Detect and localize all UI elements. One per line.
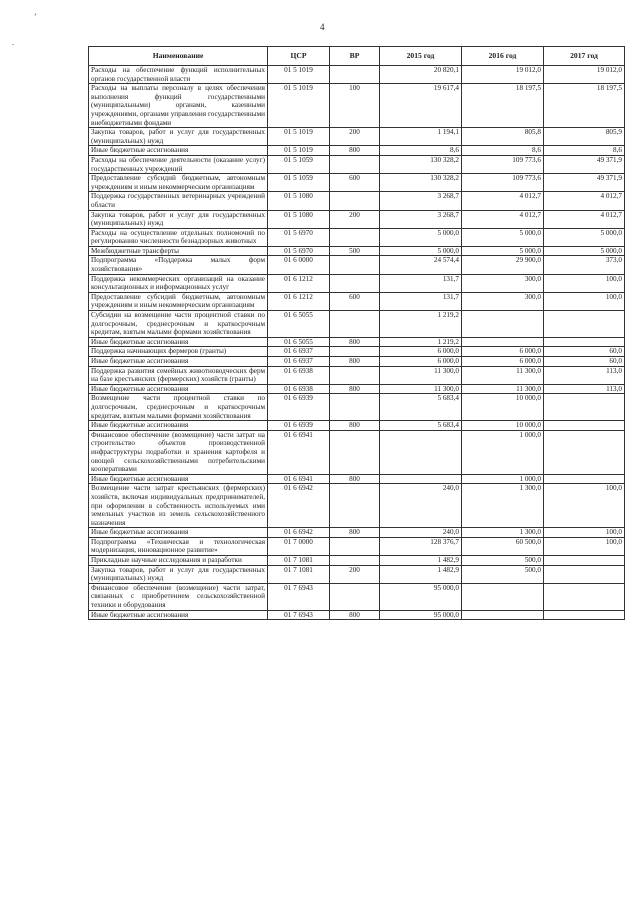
row-vr-code: 800	[330, 337, 380, 347]
row-name: Предоставление субсидий бюджетным, автономным учреждениям и иным некоммерческим организациям	[89, 174, 268, 192]
row-vr-code	[330, 192, 380, 210]
row-vr-code	[330, 347, 380, 357]
row-name: Иные бюджетные ассигнования	[89, 357, 268, 367]
table-row	[89, 357, 625, 367]
row-name: Иные бюджетные ассигнования	[89, 384, 268, 394]
row-name: Расходы на выплаты персоналу в целях обеспечения выполнения функций государственными (муниципальными) органами, казенными учреждениями, органами управления государственными внебюджетными фондами	[89, 84, 268, 128]
row-value-2017	[544, 610, 625, 620]
row-value-2016: 8,6	[462, 146, 544, 156]
row-name: Возмещение части затрат крестьянских (фермерских) хозяйств, включая индивидуальных предпринимателей, при оформлении в собственность используемых ими земельных участков из земель сельскохозяйственного назначения	[89, 484, 268, 528]
row-value-2017: 100,0	[544, 292, 625, 310]
row-csr-code: 01 5 1019	[268, 128, 330, 146]
row-csr-code: 01 5 6970	[268, 246, 330, 256]
row-value-2017	[544, 337, 625, 347]
row-csr-code: 01 6 6941	[268, 474, 330, 484]
row-vr-code	[330, 366, 380, 384]
row-value-2016: 805,8	[462, 128, 544, 146]
row-vr-code	[330, 66, 380, 84]
scan-mark-top: ʼ	[34, 12, 37, 21]
row-csr-code: 01 7 1081	[268, 556, 330, 566]
row-value-2016: 11 300,0	[462, 366, 544, 384]
row-csr-code: 01 6 6939	[268, 421, 330, 431]
row-csr-code: 01 6 6942	[268, 528, 330, 538]
row-csr-code: 01 5 1080	[268, 192, 330, 210]
row-value-2016: 11 300,0	[462, 384, 544, 394]
row-vr-code	[330, 311, 380, 338]
table-row	[89, 394, 625, 421]
row-vr-code	[330, 484, 380, 528]
row-value-2016	[462, 311, 544, 338]
row-vr-code	[330, 274, 380, 292]
row-value-2017: 5 000,0	[544, 228, 625, 246]
row-value-2017: 49 371,9	[544, 155, 625, 173]
row-name: Межбюджетные трансферты	[89, 246, 268, 256]
row-value-2015: 6 000,0	[380, 357, 462, 367]
row-value-2017: 18 197,5	[544, 84, 625, 128]
table-row	[89, 474, 625, 484]
row-vr-code: 500	[330, 246, 380, 256]
row-csr-code: 01 6 5055	[268, 311, 330, 338]
row-value-2015: 11 300,0	[380, 384, 462, 394]
row-value-2017	[544, 430, 625, 474]
row-value-2015: 8,6	[380, 146, 462, 156]
row-name: Расходы на обеспечение функций исполнительных органов государственной власти	[89, 66, 268, 84]
table-row	[89, 292, 625, 310]
row-value-2017: 100,0	[544, 484, 625, 528]
row-value-2015: 5 683,4	[380, 394, 462, 421]
row-value-2015: 1 482,9	[380, 565, 462, 583]
row-value-2016: 4 012,7	[462, 210, 544, 228]
row-value-2016: 10 000,0	[462, 394, 544, 421]
row-vr-code: 800	[330, 610, 380, 620]
row-value-2015: 19 617,4	[380, 84, 462, 128]
row-value-2015: 1 219,2	[380, 337, 462, 347]
row-name: Иные бюджетные ассигнования	[89, 146, 268, 156]
table-row	[89, 583, 625, 610]
row-value-2015: 128 376,7	[380, 537, 462, 555]
row-vr-code: 600	[330, 292, 380, 310]
row-value-2017: 8,6	[544, 146, 625, 156]
row-csr-code: 01 5 1019	[268, 146, 330, 156]
row-value-2016: 500,0	[462, 565, 544, 583]
row-value-2016: 5 000,0	[462, 228, 544, 246]
row-value-2017: 113,0	[544, 366, 625, 384]
page-number: 4	[320, 22, 325, 32]
table-row	[89, 556, 625, 566]
row-value-2016	[462, 610, 544, 620]
header-vr: ВР	[330, 47, 380, 66]
table-row	[89, 610, 625, 620]
row-name: Расходы на обеспечение деятельности (оказание услуг) государственных учреждений	[89, 155, 268, 173]
row-name: Иные бюджетные ассигнования	[89, 528, 268, 538]
row-name: Прикладные научные исследования и разработки	[89, 556, 268, 566]
row-csr-code: 01 5 1019	[268, 84, 330, 128]
row-name: Закупка товаров, работ и услуг для государственных (муниципальных) нужд	[89, 565, 268, 583]
row-name: Иные бюджетные ассигнования	[89, 474, 268, 484]
header-2016: 2016 год	[462, 47, 544, 66]
row-value-2017	[544, 421, 625, 431]
row-value-2015: 130 328,2	[380, 174, 462, 192]
row-csr-code: 01 6 6941	[268, 430, 330, 474]
row-csr-code: 01 6 6938	[268, 384, 330, 394]
row-name: Иные бюджетные ассигнования	[89, 610, 268, 620]
row-value-2015: 240,0	[380, 528, 462, 538]
row-value-2016: 5 000,0	[462, 246, 544, 256]
table-row	[89, 246, 625, 256]
row-value-2017: 4 012,7	[544, 210, 625, 228]
row-value-2015: 1 194,1	[380, 128, 462, 146]
row-name: Закупка товаров, работ и услуг для государственных (муниципальных) нужд	[89, 128, 268, 146]
row-value-2016: 300,0	[462, 274, 544, 292]
table-row	[89, 155, 625, 173]
row-vr-code: 200	[330, 128, 380, 146]
row-value-2015: 6 000,0	[380, 347, 462, 357]
row-value-2015: 1 482,9	[380, 556, 462, 566]
row-name: Финансовое обеспечение (возмещение) части затрат на строительство объектов производственной инфраструктуры подработки и хранения картофеля и овощей сельскохозяйственными потребительскими кооперативами	[89, 430, 268, 474]
row-value-2015	[380, 430, 462, 474]
row-value-2015	[380, 474, 462, 484]
row-name: Возмещение части процентной ставки по долгосрочным, среднесрочным и краткосрочным кредитам, взятым малыми формами хозяйствования	[89, 394, 268, 421]
row-csr-code: 01 6 6942	[268, 484, 330, 528]
row-vr-code	[330, 228, 380, 246]
row-name: Поддержка начинающих фермеров (гранты)	[89, 347, 268, 357]
row-name: Поддержка государственных ветеринарных учреждений области	[89, 192, 268, 210]
row-csr-code: 01 6 0000	[268, 256, 330, 274]
row-name: Финансовое обеспечение (возмещение) части затрат, связанных с приобретением сельскохозяйственной техники и оборудования	[89, 583, 268, 610]
row-vr-code: 800	[330, 357, 380, 367]
row-name: Расходы на осуществление отдельных полномочий по регулированию численности безнадзорных животных	[89, 228, 268, 246]
row-csr-code: 01 7 6943	[268, 610, 330, 620]
row-value-2017: 5 000,0	[544, 246, 625, 256]
table-row	[89, 256, 625, 274]
row-value-2017: 113,0	[544, 384, 625, 394]
row-name: Подпрограмма «Техническая и технологическая модернизация, инновационное развитие»	[89, 537, 268, 555]
scan-mark-left: .	[12, 38, 14, 47]
row-value-2016: 19 012,0	[462, 66, 544, 84]
header-csr: ЦСР	[268, 47, 330, 66]
table-row	[89, 347, 625, 357]
table-row	[89, 366, 625, 384]
row-value-2015: 1 219,2	[380, 311, 462, 338]
row-value-2017: 60,0	[544, 357, 625, 367]
row-value-2017: 100,0	[544, 528, 625, 538]
row-value-2016: 1 300,0	[462, 484, 544, 528]
row-name: Поддержка развития семейных животноводческих ферм на базе крестьянских (фермерских) хозяйств (гранты)	[89, 366, 268, 384]
row-vr-code: 800	[330, 528, 380, 538]
row-vr-code: 800	[330, 146, 380, 156]
row-value-2016: 500,0	[462, 556, 544, 566]
table-row	[89, 128, 625, 146]
table-row	[89, 421, 625, 431]
row-value-2015: 95 000,0	[380, 583, 462, 610]
row-value-2017: 60,0	[544, 347, 625, 357]
row-name: Поддержка некоммерческих организаций на оказание консультационных и информационных услуг	[89, 274, 268, 292]
row-vr-code: 600	[330, 174, 380, 192]
row-vr-code: 800	[330, 474, 380, 484]
row-value-2016	[462, 583, 544, 610]
row-value-2016: 29 900,0	[462, 256, 544, 274]
row-value-2016: 1 000,0	[462, 474, 544, 484]
table-row	[89, 384, 625, 394]
row-name: Закупка товаров, работ и услуг для государственных (муниципальных) нужд	[89, 210, 268, 228]
row-csr-code: 01 7 1081	[268, 565, 330, 583]
row-value-2017: 19 012,0	[544, 66, 625, 84]
row-value-2017	[544, 474, 625, 484]
row-value-2015: 24 574,4	[380, 256, 462, 274]
row-value-2017: 100,0	[544, 274, 625, 292]
row-value-2016: 6 000,0	[462, 357, 544, 367]
table-row	[89, 192, 625, 210]
row-value-2016: 10 000,0	[462, 421, 544, 431]
table-row	[89, 174, 625, 192]
row-value-2016: 300,0	[462, 292, 544, 310]
row-vr-code	[330, 394, 380, 421]
table-row	[89, 66, 625, 84]
row-name: Иные бюджетные ассигнования	[89, 337, 268, 347]
row-value-2017	[544, 583, 625, 610]
row-value-2017	[544, 394, 625, 421]
row-vr-code: 200	[330, 565, 380, 583]
row-vr-code	[330, 155, 380, 173]
row-value-2016: 109 773,6	[462, 174, 544, 192]
row-csr-code: 01 5 1019	[268, 66, 330, 84]
table-row	[89, 430, 625, 474]
row-csr-code: 01 5 6970	[268, 228, 330, 246]
row-value-2016: 60 500,0	[462, 537, 544, 555]
row-value-2015: 5 000,0	[380, 246, 462, 256]
row-csr-code: 01 6 6937	[268, 357, 330, 367]
table-body	[89, 66, 625, 620]
table-row	[89, 565, 625, 583]
row-value-2016	[462, 337, 544, 347]
row-name: Подпрограмма «Поддержка малых форм хозяйствования»	[89, 256, 268, 274]
table-header-row	[89, 47, 625, 66]
table-row	[89, 84, 625, 128]
row-csr-code: 01 7 0000	[268, 537, 330, 555]
table-row	[89, 484, 625, 528]
row-vr-code	[330, 583, 380, 610]
row-value-2015: 131,7	[380, 292, 462, 310]
row-vr-code	[330, 556, 380, 566]
row-value-2015: 5 000,0	[380, 228, 462, 246]
row-vr-code: 800	[330, 421, 380, 431]
row-value-2015: 240,0	[380, 484, 462, 528]
row-csr-code: 01 5 1080	[268, 210, 330, 228]
row-value-2015: 20 820,1	[380, 66, 462, 84]
row-vr-code	[330, 256, 380, 274]
table-row	[89, 210, 625, 228]
table-row	[89, 146, 625, 156]
row-csr-code: 01 6 6937	[268, 347, 330, 357]
row-vr-code: 200	[330, 210, 380, 228]
row-value-2017	[544, 311, 625, 338]
row-vr-code: 100	[330, 84, 380, 128]
row-value-2016: 1 000,0	[462, 430, 544, 474]
row-vr-code	[330, 430, 380, 474]
row-csr-code: 01 6 6938	[268, 366, 330, 384]
row-value-2015: 3 268,7	[380, 192, 462, 210]
row-value-2017	[544, 565, 625, 583]
row-value-2016: 18 197,5	[462, 84, 544, 128]
table-row	[89, 274, 625, 292]
table-row	[89, 528, 625, 538]
row-csr-code: 01 6 1212	[268, 274, 330, 292]
budget-table	[88, 46, 625, 620]
row-value-2017	[544, 556, 625, 566]
row-csr-code: 01 5 1059	[268, 174, 330, 192]
row-value-2017: 373,0	[544, 256, 625, 274]
table-row	[89, 311, 625, 338]
row-csr-code: 01 7 6943	[268, 583, 330, 610]
row-value-2017: 100,0	[544, 537, 625, 555]
row-value-2015: 5 683,4	[380, 421, 462, 431]
row-value-2016: 4 012,7	[462, 192, 544, 210]
row-name: Предоставление субсидий бюджетным, автономным учреждениям и иным некоммерческим организациям	[89, 292, 268, 310]
row-value-2016: 1 300,0	[462, 528, 544, 538]
row-value-2015: 11 300,0	[380, 366, 462, 384]
row-value-2015: 95 000,0	[380, 610, 462, 620]
row-value-2015: 3 268,7	[380, 210, 462, 228]
row-vr-code: 800	[330, 384, 380, 394]
row-value-2015: 130 328,2	[380, 155, 462, 173]
header-2017: 2017 год	[544, 47, 625, 66]
row-csr-code: 01 5 1059	[268, 155, 330, 173]
row-csr-code: 01 6 6939	[268, 394, 330, 421]
row-name: Иные бюджетные ассигнования	[89, 421, 268, 431]
row-value-2016: 6 000,0	[462, 347, 544, 357]
table-row	[89, 537, 625, 555]
row-csr-code: 01 6 1212	[268, 292, 330, 310]
row-name: Субсидии на возмещение части процентной ставки по долгосрочным, среднесрочным и краткосрочным кредитам, взятым малыми формами хозяйствования	[89, 311, 268, 338]
table-row	[89, 337, 625, 347]
row-value-2017: 4 012,7	[544, 192, 625, 210]
header-name: Наименование	[89, 47, 268, 66]
row-value-2017: 49 371,9	[544, 174, 625, 192]
header-2015: 2015 год	[380, 47, 462, 66]
row-value-2015: 131,7	[380, 274, 462, 292]
row-vr-code	[330, 537, 380, 555]
table-row	[89, 228, 625, 246]
row-value-2017: 805,9	[544, 128, 625, 146]
row-csr-code: 01 6 5055	[268, 337, 330, 347]
row-value-2016: 109 773,6	[462, 155, 544, 173]
